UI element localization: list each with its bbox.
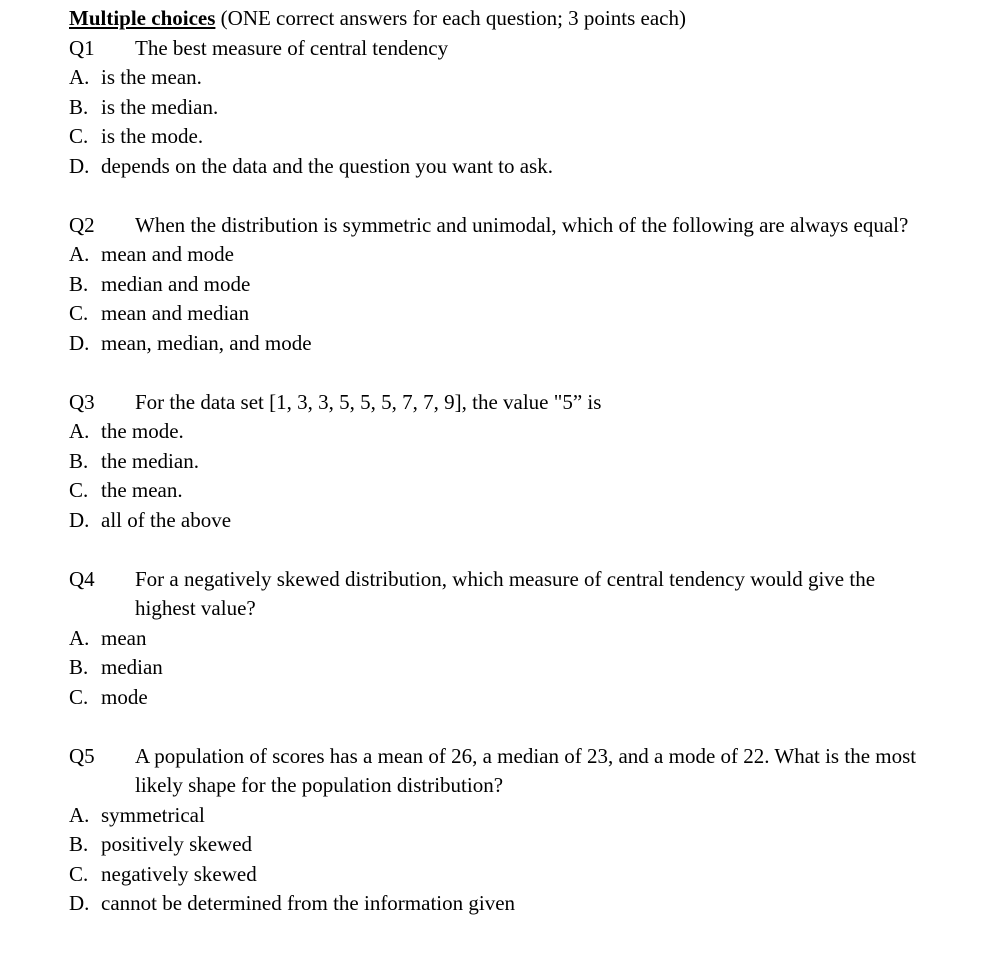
option-letter: D. — [69, 891, 90, 915]
section-header — [69, 4, 969, 34]
option-letter: D. — [69, 330, 90, 355]
option-a — [69, 417, 969, 447]
option-text: mean, median, and mode — [101, 330, 312, 355]
option-c — [69, 860, 969, 890]
option-text: is the median. — [101, 94, 219, 119]
question-5 — [69, 742, 969, 801]
option-b — [69, 653, 969, 683]
option-b — [69, 830, 969, 860]
option-a — [69, 63, 969, 93]
option-c — [69, 122, 969, 152]
option-a — [69, 240, 969, 270]
option-text: median and mode — [101, 271, 251, 296]
section-title: Multiple choices — [69, 6, 216, 30]
spacer — [69, 358, 969, 388]
spacer — [69, 535, 969, 565]
option-text: all of the above — [101, 507, 232, 532]
spacer — [69, 181, 969, 211]
question-text: For the data set [1, 3, 3, 5, 5, 5, 7, 7, 9], the value "5” is — [135, 389, 602, 414]
option-letter: A. — [69, 65, 90, 89]
option-text: negatively skewed — [101, 861, 257, 886]
question-2 — [69, 211, 969, 241]
option-letter: C. — [69, 301, 89, 325]
question-3 — [69, 388, 969, 418]
option-c — [69, 476, 969, 506]
option-text: symmetrical — [101, 802, 205, 827]
option-text: median — [101, 655, 163, 679]
option-d — [69, 889, 969, 919]
question-number: Q5 — [69, 743, 95, 768]
option-text: mean — [101, 625, 147, 650]
option-letter: B. — [69, 94, 89, 119]
option-text: the mode. — [101, 419, 184, 443]
option-letter: B. — [69, 655, 89, 679]
option-text: depends on the data and the question you want to ask. — [101, 153, 553, 178]
option-d — [69, 506, 969, 536]
option-letter: A. — [69, 419, 90, 443]
option-letter: C. — [69, 478, 89, 502]
option-letter: C. — [69, 861, 89, 886]
option-text: mode — [101, 684, 148, 709]
question-number: Q2 — [69, 212, 95, 237]
option-letter: B. — [69, 832, 89, 856]
option-letter: B. — [69, 271, 89, 296]
question-text: When the distribution is symmetric and unimodal, which of the following are always equal? — [135, 212, 909, 237]
question-text: The best measure of central tendency — [135, 35, 449, 60]
option-letter: B. — [69, 448, 89, 473]
option-text: the median. — [101, 448, 199, 473]
option-text: is the mean. — [101, 65, 202, 89]
question-number: Q1 — [69, 35, 95, 60]
option-c — [69, 299, 969, 329]
option-a — [69, 801, 969, 831]
question-4 — [69, 565, 969, 624]
option-letter: C. — [69, 684, 89, 709]
option-text: cannot be determined from the information given — [101, 891, 516, 915]
option-letter: D. — [69, 507, 90, 532]
question-text: For a negatively skewed distribution, which measure of central tendency would give the highest value? — [135, 566, 876, 620]
question-text: A population of scores has a mean of 26, a median of 23, and a mode of 22. What is the most likely shape for the population distribution? — [135, 743, 917, 797]
question-number: Q4 — [69, 566, 95, 591]
option-text: mean and mode — [101, 242, 234, 266]
option-letter: C. — [69, 124, 89, 148]
section-subtitle: (ONE correct answers for each question; 3 points each) — [215, 6, 686, 30]
question-number: Q3 — [69, 389, 95, 414]
option-text: is the mode. — [101, 124, 204, 148]
option-letter: D. — [69, 153, 90, 178]
option-a — [69, 624, 969, 654]
option-text: the mean. — [101, 478, 183, 502]
option-b — [69, 447, 969, 477]
option-text: positively skewed — [101, 832, 253, 856]
option-letter: A. — [69, 242, 90, 266]
option-d — [69, 329, 969, 359]
question-1 — [69, 34, 969, 64]
document-page — [69, 4, 969, 919]
option-letter: A. — [69, 802, 90, 827]
option-b — [69, 270, 969, 300]
option-c — [69, 683, 969, 713]
option-text: mean and median — [101, 301, 250, 325]
option-letter: A. — [69, 625, 90, 650]
option-b — [69, 93, 969, 123]
spacer — [69, 712, 969, 742]
option-d — [69, 152, 969, 182]
